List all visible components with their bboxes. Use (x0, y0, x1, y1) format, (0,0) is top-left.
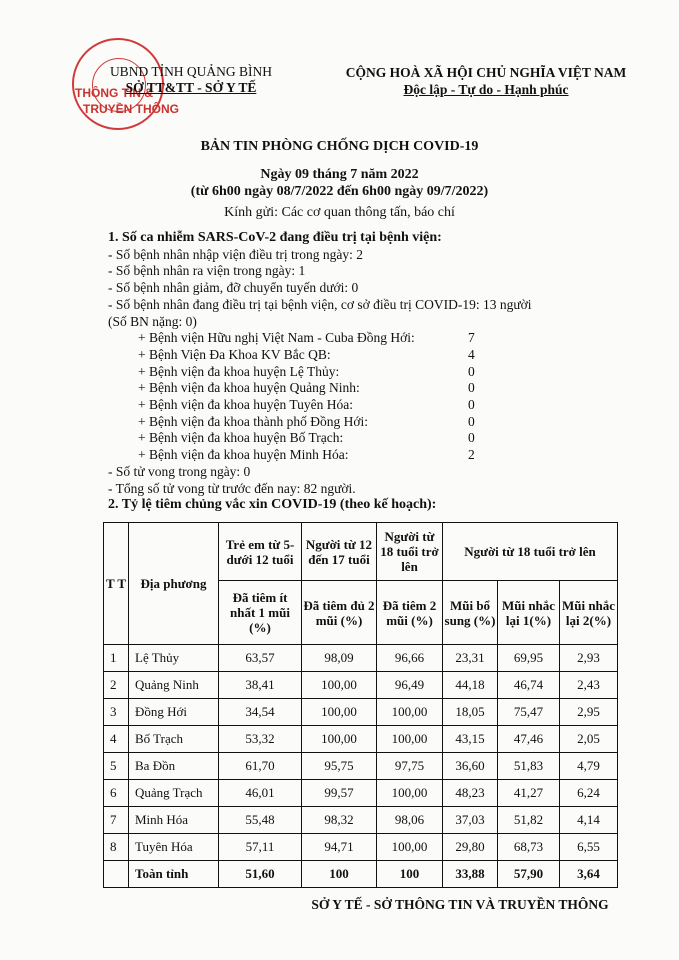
cell-location: Đồng Hới (129, 699, 219, 726)
section-1 (108, 230, 628, 514)
cell-value: 41,27 (498, 780, 560, 807)
hospital-item (108, 380, 628, 397)
hospital-name: + Bệnh viện Hữu nghị Việt Nam - Cuba Đồng Hới: (138, 330, 415, 346)
cell-value: 2,43 (560, 672, 618, 699)
cell-value: 2,05 (560, 726, 618, 753)
cell-value: 46,74 (498, 672, 560, 699)
hospital-item (108, 430, 628, 447)
header-group-18-plus-boosters: Người từ 18 tuổi trở lên (443, 523, 618, 581)
cell-value: 100,00 (302, 699, 377, 726)
cell-tt: 7 (104, 807, 129, 834)
header-group-children: Trẻ em từ 5- dưới 12 tuổi (219, 523, 302, 581)
text-line: - Số bệnh nhân giảm, đỡ chuyển tuyến dưới: 0 (108, 280, 359, 296)
hospital-item (108, 330, 628, 347)
cell-value: 53,32 (219, 726, 302, 753)
national-motto (326, 64, 646, 98)
table-row (104, 807, 618, 834)
cell-value: 100 (302, 861, 377, 888)
cell-value: 61,70 (219, 753, 302, 780)
header-location: Địa phương (129, 523, 219, 645)
cell-value: 51,60 (219, 861, 302, 888)
cell-value: 2,95 (560, 699, 618, 726)
table-row (104, 672, 618, 699)
cell-value: 99,57 (302, 780, 377, 807)
cell-value: 2,93 (560, 645, 618, 672)
recipient-line: Kính gửi: Các cơ quan thông tấn, báo chí (224, 205, 455, 220)
nation-line-1: CỘNG HOÀ XÃ HỘI CHỦ NGHĨA VIỆT NAM (345, 65, 627, 80)
cell-location: Toàn tỉnh (129, 861, 219, 888)
cell-tt: 6 (104, 780, 129, 807)
cell-location: Tuyên Hóa (129, 834, 219, 861)
cell-value: 23,31 (443, 645, 498, 672)
cell-value: 18,05 (443, 699, 498, 726)
cell-value: 100,00 (377, 834, 443, 861)
cell-value: 98,06 (377, 807, 443, 834)
cell-tt: 1 (104, 645, 129, 672)
hospital-count: 0 (468, 380, 475, 396)
table-row (104, 699, 618, 726)
date-line: Ngày 09 tháng 7 năm 2022 (260, 167, 419, 182)
header-group-12-17: Người từ 12 đến 17 tuổi (302, 523, 377, 581)
cell-value: 3,64 (560, 861, 618, 888)
cell-value: 44,18 (443, 672, 498, 699)
cell-value: 33,88 (443, 861, 498, 888)
header-sub: Mũi nhắc lại 1(%) (498, 581, 560, 645)
hospital-item (108, 414, 628, 431)
cell-value: 98,09 (302, 645, 377, 672)
cell-value: 46,01 (219, 780, 302, 807)
issuing-organization (96, 64, 286, 96)
hospital-count: 0 (468, 397, 475, 413)
hospital-name: + Bệnh Viện Đa Khoa KV Bắc QB: (138, 346, 331, 362)
hospital-item (108, 347, 628, 364)
cell-tt: 5 (104, 753, 129, 780)
table-row (104, 780, 618, 807)
cell-value: 97,75 (377, 753, 443, 780)
cell-value: 48,23 (443, 780, 498, 807)
hospital-name: + Bệnh viện đa khoa huyện Tuyên Hóa: (138, 397, 353, 413)
cell-value: 100,00 (302, 726, 377, 753)
cell-value: 6,55 (560, 834, 618, 861)
bulletin-date (0, 166, 679, 200)
cell-value: 51,82 (498, 807, 560, 834)
seal-text: THÔNG TIN & (75, 86, 153, 100)
hospital-count: 0 (468, 363, 475, 379)
org-line-1: UBND TỈNH QUẢNG BÌNH (109, 64, 273, 79)
cell-value: 94,71 (302, 834, 377, 861)
hospital-count: 0 (468, 413, 475, 429)
period-line: (từ 6h00 ngày 08/7/2022 đến 6h00 ngày 09/7/2022) (190, 184, 489, 199)
cell-location: Quảng Trạch (129, 780, 219, 807)
hospital-name: + Bệnh viện đa khoa huyện Quảng Ninh: (138, 380, 360, 396)
cell-tt: 4 (104, 726, 129, 753)
cell-value: 43,15 (443, 726, 498, 753)
deaths-today: - Số tử vong trong ngày: 0 (108, 463, 251, 479)
cell-value: 29,80 (443, 834, 498, 861)
cell-value: 4,14 (560, 807, 618, 834)
hospital-count: 7 (468, 330, 475, 346)
cell-value: 100,00 (302, 672, 377, 699)
table-row (104, 834, 618, 861)
cell-tt: 3 (104, 699, 129, 726)
cell-value: 100 (377, 861, 443, 888)
cell-tt: 8 (104, 834, 129, 861)
cell-value: 34,54 (219, 699, 302, 726)
cell-value: 57,90 (498, 861, 560, 888)
table-row (104, 645, 618, 672)
cell-value: 69,95 (498, 645, 560, 672)
table-row (104, 753, 618, 780)
hospital-count: 4 (468, 346, 475, 362)
cell-tt-empty (104, 861, 129, 888)
hospital-item (108, 364, 628, 381)
org-line-2: SỞ TT&TT - SỞ Y TẾ (125, 80, 257, 95)
cell-value: 96,49 (377, 672, 443, 699)
cell-location: Bố Trạch (129, 726, 219, 753)
cell-value: 4,79 (560, 753, 618, 780)
header-sub: Đã tiêm ít nhất 1 mũi (%) (219, 581, 302, 645)
table-total-row (104, 861, 618, 888)
cell-value: 36,60 (443, 753, 498, 780)
hospital-count: 0 (468, 430, 475, 446)
cell-value: 38,41 (219, 672, 302, 699)
text-line: - Số bệnh nhân nhập viện điều trị trong ngày: 2 (108, 246, 363, 262)
section-2-heading: 2. Tỷ lệ tiêm chủng vắc xin COVID-19 (theo kế hoạch): (108, 497, 437, 513)
header-sub: Đã tiêm đủ 2 mũi (%) (302, 581, 377, 645)
cell-value: 100,00 (377, 780, 443, 807)
header-sub: Mũi bổ sung (%) (443, 581, 498, 645)
cell-value: 75,47 (498, 699, 560, 726)
seal-text: TRUYỀN THÔNG (83, 102, 179, 116)
table-row (104, 726, 618, 753)
cell-value: 55,48 (219, 807, 302, 834)
header-tt: T T (104, 523, 129, 645)
cell-location: Minh Hóa (129, 807, 219, 834)
text-line: - Số bệnh nhân ra viện trong ngày: 1 (108, 263, 306, 279)
cell-value: 57,11 (219, 834, 302, 861)
header-group-18-plus: Người từ 18 tuổi trở lên (377, 523, 443, 581)
cell-value: 63,57 (219, 645, 302, 672)
hospital-name: + Bệnh viện đa khoa huyện Lệ Thủy: (138, 363, 340, 379)
cell-value: 51,83 (498, 753, 560, 780)
deaths-total: - Tổng số tử vong từ trước đến nay: 82 người. (108, 480, 356, 496)
hospital-name: + Bệnh viện đa khoa huyện Bố Trạch: (138, 430, 344, 446)
hospital-name: + Bệnh viện đa khoa huyện Minh Hóa: (138, 447, 349, 463)
cell-tt: 2 (104, 672, 129, 699)
cell-value: 100,00 (377, 726, 443, 753)
cell-location: Quảng Ninh (129, 672, 219, 699)
hospital-item (108, 447, 628, 464)
nation-line-2: Độc lập - Tự do - Hạnh phúc (403, 82, 569, 97)
vaccination-table (103, 522, 618, 888)
header-sub: Đã tiêm 2 mũi (%) (377, 581, 443, 645)
section-1-heading: 1. Số ca nhiễm SARS-CoV-2 đang điều trị tại bệnh viện: (108, 230, 442, 245)
cell-location: Ba Đồn (129, 753, 219, 780)
cell-value: 96,66 (377, 645, 443, 672)
signature-line: SỞ Y TẾ - SỞ THÔNG TIN VÀ TRUYỀN THÔNG (311, 897, 609, 912)
cell-value: 100,00 (377, 699, 443, 726)
cell-value: 95,75 (302, 753, 377, 780)
bulletin-title: BẢN TIN PHÒNG CHỐNG DỊCH COVID-19 (200, 139, 479, 154)
text-line: - Số bệnh nhân đang điều trị tại bệnh viện, cơ sở điều trị COVID-19: 13 người (108, 296, 532, 312)
hospital-item (108, 397, 628, 414)
cell-value: 98,32 (302, 807, 377, 834)
cell-value: 68,73 (498, 834, 560, 861)
cell-value: 47,46 (498, 726, 560, 753)
cell-value: 6,24 (560, 780, 618, 807)
hospital-count: 2 (468, 447, 475, 463)
cell-value: 37,03 (443, 807, 498, 834)
hospital-name: + Bệnh viện đa khoa thành phố Đồng Hới: (138, 413, 368, 429)
cell-location: Lệ Thủy (129, 645, 219, 672)
text-line: (Số BN nặng: 0) (108, 313, 197, 329)
header-sub: Mũi nhắc lại 2(%) (560, 581, 618, 645)
